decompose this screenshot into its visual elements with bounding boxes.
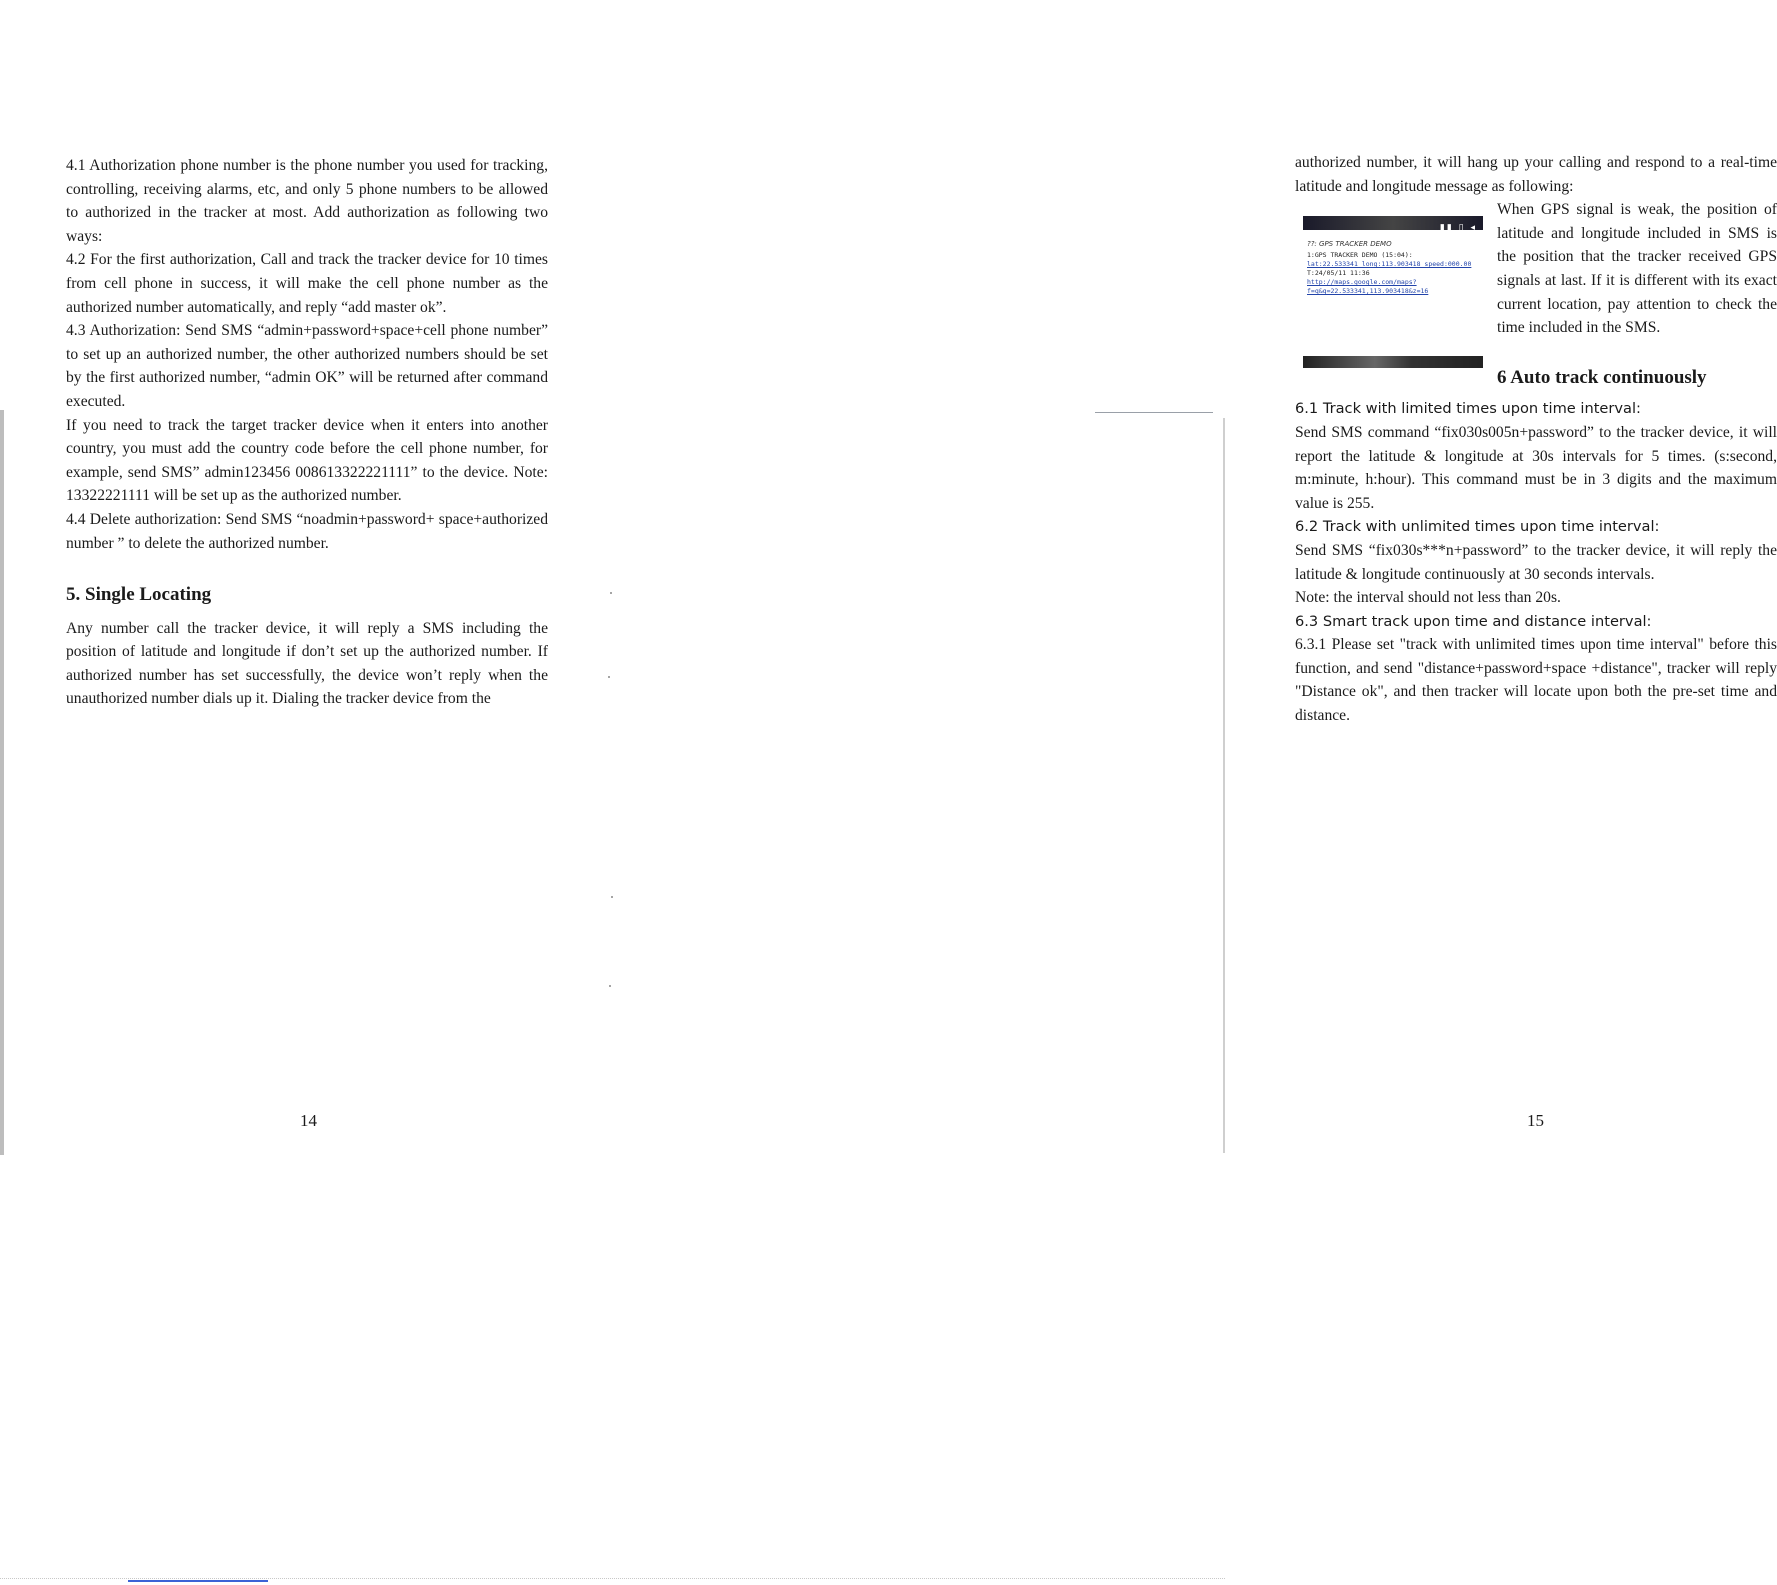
figure-with-text bbox=[1295, 198, 1777, 340]
heading-auto-track: 6 Auto track continuously bbox=[1497, 366, 1707, 388]
paragraph-single-locating: Any number call the tracker device, it will reply a SMS including the position of latitude and longitude if don’t set up the authorized number. If authorized number has set successfully, the device won’t reply when the unauthorized number dials up it. Dialing the tracker device from the bbox=[66, 619, 548, 708]
sms-line: T:24/05/11 11:36 bbox=[1307, 269, 1370, 278]
paragraph-4-1: 4.1 Authorization phone number is the phone number you used for tracking, controlling, receiving alarms, etc, and only 5 phone numbers to be allowed to authorized in the tracker at most. Add authorization as following two ways: bbox=[66, 157, 548, 245]
sms-title: ??: GPS TRACKER DEMO bbox=[1307, 240, 1392, 249]
right-page bbox=[612, 0, 1777, 1585]
paragraph-country-code: If you need to track the target tracker device when it enters into another country, you must add the country code before the cell phone number, for example, send SMS” admin123456 008613322221111” to the device. Note: 13322221111 will be set up as the authorized number. bbox=[66, 416, 548, 505]
paragraph-4-2: 4.2 For the first authorization, Call and track the tracker device for 10 times from cell phone in success, it will make the cell phone number as the authorized number automatically, and reply “add master ok”. bbox=[66, 251, 548, 316]
sms-screenshot bbox=[1303, 216, 1483, 366]
sms-line: http://maps.google.com/maps? bbox=[1307, 278, 1417, 287]
signal-icons: ▮▮ ▯ ◂ bbox=[1439, 223, 1477, 234]
left-page bbox=[0, 0, 612, 1585]
subheading-6-2: 6.2 Track with unlimited times upon time interval: bbox=[1295, 518, 1660, 536]
paragraph-gps-weak: When GPS signal is weak, the position of latitude and longitude included in SMS is the position that the tracker received GPS signals at last. If it is different with its exact current location, pay attention to check the time included in the SMS. bbox=[1497, 201, 1777, 337]
note-interval: Note: the interval should not less than 20s. bbox=[1295, 589, 1561, 607]
phone-softkey-bar bbox=[1303, 356, 1483, 368]
sms-line: lat:22.533341 long:113.903418 speed:000.00 bbox=[1307, 260, 1472, 269]
paragraph-4-3: 4.3 Authorization: Send SMS “admin+password+space+cell phone number” to set up an authorized number, the other authorized numbers should be set by the first authorized number, “admin OK” will be returned after command executed. bbox=[66, 322, 548, 410]
right-column bbox=[1295, 151, 1777, 728]
phone-status-bar bbox=[1303, 216, 1483, 234]
heading-single-locating: 5. Single Locating bbox=[66, 584, 212, 606]
page-number-left: 14 bbox=[300, 1111, 317, 1130]
paragraph-6-3-1: 6.3.1 Please set "track with unlimited times upon time interval" before this function, and send "distance+password+space +distance", tracker will reply "Distance ok", and then tracker will locate upon both the pre-set time and distance. bbox=[1295, 636, 1777, 725]
subheading-6-1: 6.1 Track with limited times upon time interval: bbox=[1295, 400, 1641, 418]
sms-line: f=q&q=22.533341,113.903418&z=16 bbox=[1307, 287, 1429, 296]
paragraph-6-1: Send SMS command “fix030s005n+password” to the tracker device, it will report the latitude & longitude at 30s intervals for 5 times. (s:second, m:minute, h:hour). This command must be in 3 digits and the maximum value is 255. bbox=[1295, 423, 1777, 512]
paragraph-intro: authorized number, it will hang up your calling and respond to a real-time latitude and longitude message as following: bbox=[1295, 154, 1777, 195]
left-column bbox=[66, 154, 548, 711]
page-number-right: 15 bbox=[1527, 1111, 1544, 1130]
sms-line: 1:GPS TRACKER DEMO (15:04): bbox=[1307, 251, 1413, 260]
paragraph-6-2: Send SMS “fix030s***n+password” to the tracker device, it will reply the latitude & longitude continuously at 30 seconds intervals. bbox=[1295, 541, 1777, 583]
paragraph-4-4: 4.4 Delete authorization: Send SMS “noadmin+password+ space+authorized number ” to delete the authorized number. bbox=[66, 510, 548, 552]
subheading-6-3: 6.3 Smart track upon time and distance interval: bbox=[1295, 612, 1652, 630]
